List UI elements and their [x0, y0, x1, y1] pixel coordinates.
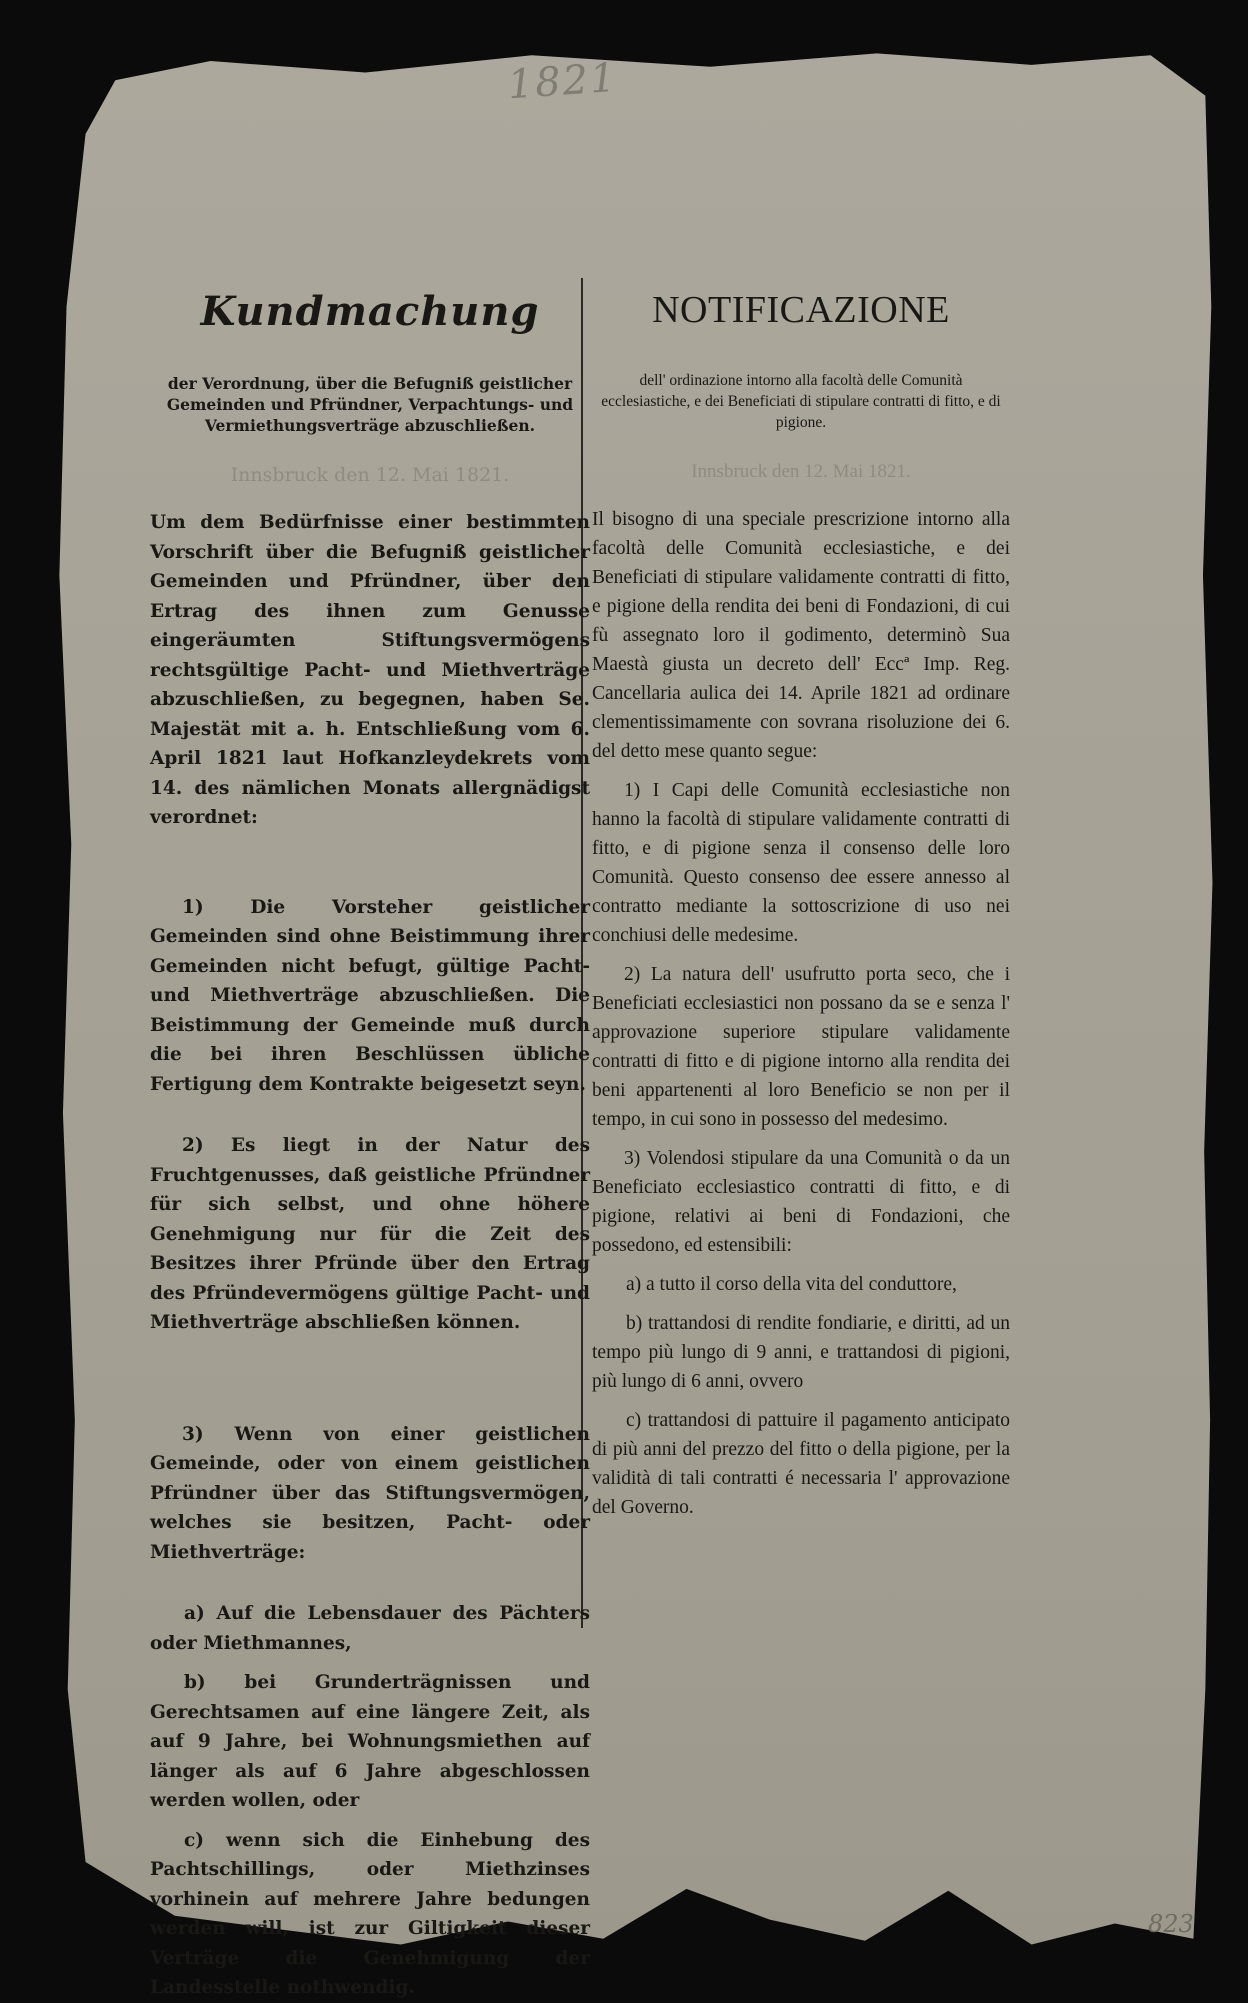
italian-item-1: 1) I Capi delle Comunità ecclesiastiche non hanno la facoltà di stipulare validamente contratti di fitto, e di pigione senza il consenso delle loro Comunità. Questo consenso dee essere annesso al contratto mediante la sottoscrizione di uso nei conchiusi delle medesime. — [592, 780, 1010, 946]
german-date: Innsbruck den 12. Mai 1821. — [230, 464, 510, 486]
german-title: Kundmachung — [200, 288, 540, 335]
italian-item-3c: c) trattandosi di pattuire il pagamento anticipato di più anni del prezzo del fitto o della pigione, per la validità di tali contratti é necessaria l' approvazione del Governo. — [592, 1410, 1010, 1518]
handwritten-year: 1821 — [506, 54, 620, 109]
german-item-3: 3) Wenn von einer geistlichen Gemeinde, oder von einem geistlichen Pfründner über das Stiftungsvermögen, welches sie besitzen, Pacht- oder Miethverträge: — [150, 1423, 590, 1563]
german-item-3a: a) Auf die Lebensdauer des Pächters oder Miethmannes, — [150, 1603, 590, 1654]
italian-title: NOTIFICAZIONE — [652, 289, 950, 331]
german-item-3c: c) wenn sich die Einhebung des Pachtschillings, oder Miethzinses vorhinein auf mehrere Jahre bedungen werden will, ist zur Giltigkeit dieser Verträge die Genehmigung der Landesstelle nothwendig. — [150, 1829, 590, 1998]
italian-item-2: 2) La natura dell' usufrutto porta seco, che i Beneficiati ecclesiastici non possano da se e senza l' approvazione superiore stipulare validamente contratti di fitto e di pigione intorno alla rendita dei beni appartenenti al loro Beneficio se non per il tempo, in cui sono in possesso del medesimo. — [592, 964, 1010, 1130]
german-column — [150, 270, 590, 2003]
italian-intro: Il bisogno di una speciale prescrizione intorno alla facoltà delle Comunità ecclesiastiche, e dei Beneficiati di stipulare validamente contratti di fitto, e pigione della rendita dei beni di Fondazioni, di cui fù assegnato loro il godimento, determinò Sua Maestà giusta un decreto dell' Eccª Imp. Reg. Cancellaria aulica dei 14. Aprile 1821 ad ordinare clementissimamente con sovrana risoluzione dei 6. del detto mese quanto segue: — [592, 509, 1010, 762]
italian-item-3: 3) Volendosi stipulare da una Comunità o da un Beneficiato ecclesiastico contratti di fitto, e di pigione, relativi ai beni di Fondazioni, che possedono, ed estensibili: — [592, 1148, 1010, 1256]
german-item-1: 1) Die Vorsteher geistlicher Gemeinden sind ohne Beistimmung ihrer Gemeinden nicht befugt, gültige Pacht- und Miethverträge abzuschließen. Die Beistimmung der Gemeinde muß durch die bei ihren Beschlüssen übliche Fertigung dem Kontrakte beigesetzt seyn. — [150, 896, 590, 1095]
german-intro: Um dem Bedürfnisse einer bestimmten Vorschrift über die Befugniß geistlicher Gemeinden und Pfründner, über den Ertrag des ihnen zum Genusse eingeräumten Stiftungsvermögens rechtsgültige Pacht- und Miethverträge abzuschließen, zu begegnen, haben Se. Majestät mit a. h. Entschließung vom 6. April 1821 laut Hofkanzleydekrets vom 14. des nämlichen Monats allergnädigst verordnet: — [150, 512, 590, 828]
italian-item-3a: a) a tutto il corso della vita del conduttore, — [626, 1274, 957, 1295]
italian-column — [592, 270, 1010, 1522]
italian-item-3b: b) trattandosi di rendite fondiarie, e diritti, ad un tempo più lungo di 9 anni, e trattandosi di pigioni, più lungo di 6 anni, ovvero — [592, 1313, 1010, 1392]
german-item-2: 2) Es liegt in der Natur des Fruchtgenusses, daß geistliche Pfründner für sich selbst, und ohne höhere Genehmigung nur für die Zeit des Besitzes ihrer Pfründe über den Ertrag des Pfründevermögens gültige Pacht- und Miethverträge abschließen können. — [150, 1135, 590, 1333]
italian-subtitle: dell' ordinazione intorno alla facoltà delle Comunità ecclesiastiche, e dei Beneficiati di stipulare contratti di fitto, e di pigione. — [601, 372, 1001, 431]
corner-pencil-mark: 823 — [1148, 1910, 1194, 1938]
italian-date: Innsbruck den 12. Mai 1821. — [691, 461, 911, 482]
german-subtitle: der Verordnung, über die Befugniß geistlicher Gemeinden und Pfründner, Verpachtungs- und Vermiethungsverträge abzuschließen. — [166, 374, 574, 435]
german-item-3b: b) bei Grunderträgnissen und Gerechtsamen auf eine längere Zeit, als auf 9 Jahre, bei Wohnungsmiethen auf länger als auf 6 Jahre abgeschlossen werden wollen, oder — [150, 1672, 590, 1811]
